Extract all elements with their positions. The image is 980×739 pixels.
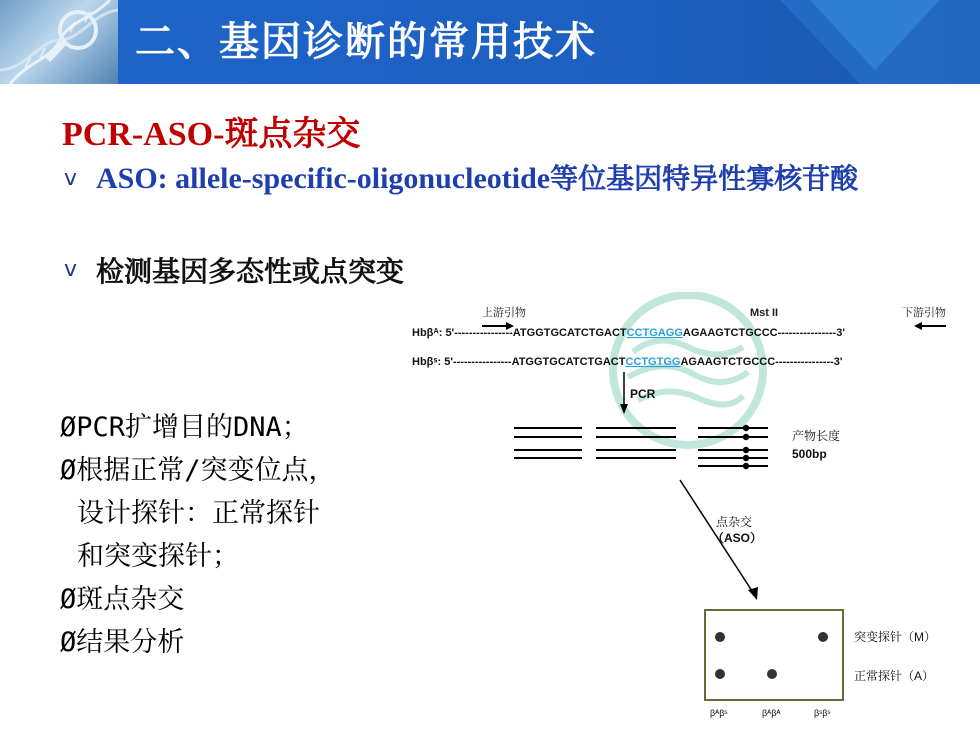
bullet-detection: 检测基因多态性或点突变 <box>96 255 405 288</box>
chevron-decoration-icon <box>740 0 980 84</box>
step-item: ØPCR扩增目的DNA； <box>60 412 309 443</box>
pcr-label: PCR <box>630 387 656 401</box>
probe-a-label: 正常探针（A） <box>854 669 935 683</box>
sequence-s-end: AGAAGTCTGCCC <box>680 356 776 368</box>
pcr-aso-diagram <box>398 292 980 735</box>
dot-a-2 <box>767 669 777 679</box>
product-length-label: 产物长度 <box>792 429 841 443</box>
heading-latin: PCR-ASO- <box>62 116 225 153</box>
bullet-marker: v <box>64 166 78 191</box>
probe-m-label: 突变探针（M） <box>854 630 936 644</box>
sequence-a: Hbβᴬ: 5'----------------ATGGTGCATCTGACTCCTGAGGAGAAGTCTGCCC----------------3' <box>412 327 845 339</box>
watermark-emblem <box>613 295 763 445</box>
bullet-aso-definition <box>96 157 916 201</box>
page-title: 二、基因诊断的常用技术 <box>135 19 597 65</box>
sequence-s: Hbβˢ: 5'----------------ATGGTGCATCTGACTCCTGTGGAGAAGTCTGCCC----------------3' <box>412 356 843 368</box>
upstream-primer-label: 上游引物 <box>482 307 526 319</box>
bullet-marker: v <box>64 257 78 282</box>
sequence-s-site: CCTGTGG <box>625 356 681 368</box>
dna-helix-logo <box>0 0 118 84</box>
sequence-a-end: AGAAGTCTGCCC <box>682 327 778 339</box>
step-item: 设计探针：正常探针 <box>77 498 320 529</box>
hybridization-sub: （ASO） <box>712 531 763 545</box>
sequence-a-site: CCTGAGG <box>626 327 683 339</box>
title-bar <box>0 0 980 84</box>
three-prime-s: 3' <box>833 356 843 368</box>
enzyme-label: Mst II <box>750 307 779 319</box>
hybridization-label: 点杂交 <box>716 515 753 529</box>
genotype-label: βˢβˢ <box>814 708 831 718</box>
three-prime-a: 3' <box>836 327 845 339</box>
dot-m-3 <box>818 632 828 642</box>
downstream-primer-label: 下游引物 <box>902 307 946 319</box>
sequence-s-label: Hbβˢ: 5' <box>412 356 453 368</box>
sequence-a-start: ATGGTGCATCTGACT <box>512 327 627 339</box>
membrane-box <box>705 610 843 700</box>
procedure-steps <box>60 406 336 664</box>
sequence-s-start: ATGGTGCATCTGACT <box>511 356 626 368</box>
aso-translation: 等位基因特异性寡核苷酸 <box>550 162 859 195</box>
genotype-label: βᴬβˢ <box>710 708 728 718</box>
dot-a-1 <box>715 669 725 679</box>
aso-term: ASO: allele-specific-oligonucleotide <box>96 162 551 195</box>
step-item: Ø斑点杂交 <box>60 584 185 615</box>
section-heading <box>62 106 360 155</box>
product-length-value: 500bp <box>792 447 827 461</box>
dot-m-1 <box>715 632 725 642</box>
step-item: 和突变探针； <box>77 541 239 572</box>
sequence-a-label: Hbβᴬ: 5' <box>412 327 455 339</box>
genotype-label: βᴬβᴬ <box>762 708 781 718</box>
step-item: Ø结果分析 <box>60 627 185 658</box>
heading-cjk: 斑点杂交 <box>224 116 361 153</box>
step-item: Ø根据正常/突变位点， <box>60 455 336 486</box>
